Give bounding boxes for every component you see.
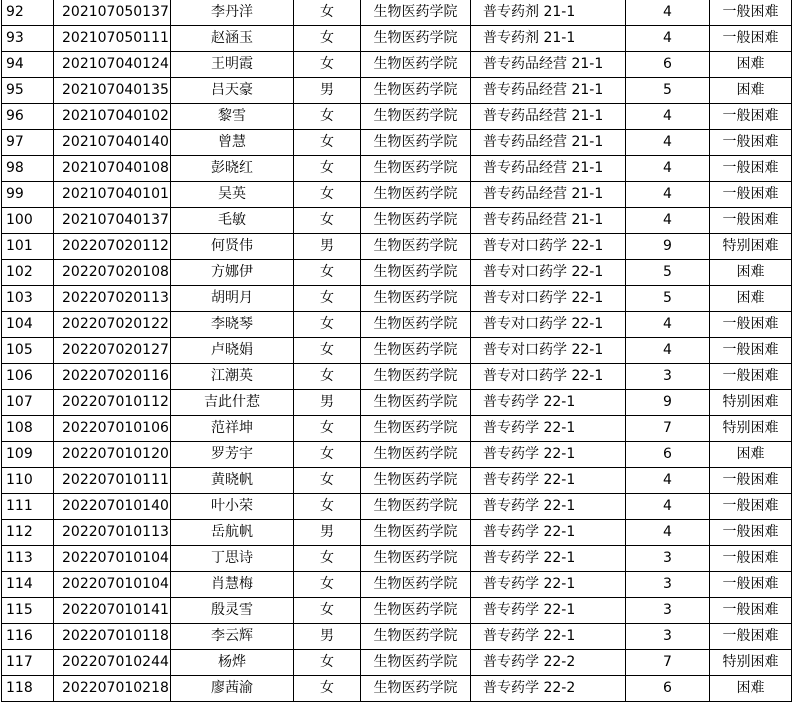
row-number-cell: 93 xyxy=(2,26,54,52)
table-row xyxy=(2,676,792,702)
college-cell: 生物医药学院 xyxy=(361,26,471,52)
difficulty-level-cell: 一般困难 xyxy=(710,338,792,364)
class-cell: 普专药品经营 21-1 xyxy=(471,78,626,104)
student-id-cell: 202207010141 xyxy=(54,598,171,624)
name-cell: 赵涵玉 xyxy=(171,26,294,52)
college-cell: 生物医药学院 xyxy=(361,52,471,78)
score-cell: 6 xyxy=(626,442,710,468)
row-number-cell: 118 xyxy=(2,676,54,702)
difficulty-level-cell: 困难 xyxy=(710,286,792,312)
student-id-cell: 202207010111 xyxy=(54,468,171,494)
college-cell: 生物医药学院 xyxy=(361,312,471,338)
gender-cell: 女 xyxy=(294,130,361,156)
class-cell: 普专药学 22-1 xyxy=(471,624,626,650)
row-number-cell: 112 xyxy=(2,520,54,546)
difficulty-level-cell: 困难 xyxy=(710,260,792,286)
table-row xyxy=(2,598,792,624)
college-cell: 生物医药学院 xyxy=(361,286,471,312)
college-cell: 生物医药学院 xyxy=(361,182,471,208)
class-cell: 普专对口药学 22-1 xyxy=(471,312,626,338)
row-number-cell: 115 xyxy=(2,598,54,624)
gender-cell: 女 xyxy=(294,52,361,78)
class-cell: 普专药学 22-1 xyxy=(471,442,626,468)
gender-cell: 女 xyxy=(294,494,361,520)
college-cell: 生物医药学院 xyxy=(361,260,471,286)
table-row xyxy=(2,260,792,286)
score-cell: 9 xyxy=(626,390,710,416)
difficulty-level-cell: 特别困难 xyxy=(710,234,792,260)
student-id-cell: 202207010140 xyxy=(54,494,171,520)
college-cell: 生物医药学院 xyxy=(361,442,471,468)
row-number-cell: 110 xyxy=(2,468,54,494)
row-number-cell: 114 xyxy=(2,572,54,598)
table-row xyxy=(2,338,792,364)
class-cell: 普专药品经营 21-1 xyxy=(471,52,626,78)
difficulty-level-cell: 一般困难 xyxy=(710,130,792,156)
college-cell: 生物医药学院 xyxy=(361,234,471,260)
gender-cell: 男 xyxy=(294,624,361,650)
student-id-cell: 202207010106 xyxy=(54,416,171,442)
gender-cell: 女 xyxy=(294,676,361,702)
college-cell: 生物医药学院 xyxy=(361,598,471,624)
score-cell: 3 xyxy=(626,598,710,624)
gender-cell: 女 xyxy=(294,416,361,442)
gender-cell: 女 xyxy=(294,26,361,52)
name-cell: 卢晓娟 xyxy=(171,338,294,364)
name-cell: 黄晓帆 xyxy=(171,468,294,494)
row-number-cell: 116 xyxy=(2,624,54,650)
college-cell: 生物医药学院 xyxy=(361,338,471,364)
row-number-cell: 106 xyxy=(2,364,54,390)
gender-cell: 男 xyxy=(294,390,361,416)
table-row xyxy=(2,520,792,546)
difficulty-level-cell: 困难 xyxy=(710,442,792,468)
name-cell: 叶小荣 xyxy=(171,494,294,520)
gender-cell: 女 xyxy=(294,182,361,208)
class-cell: 普专药品经营 21-1 xyxy=(471,208,626,234)
class-cell: 普专药学 22-2 xyxy=(471,650,626,676)
name-cell: 罗芳宇 xyxy=(171,442,294,468)
college-cell: 生物医药学院 xyxy=(361,416,471,442)
gender-cell: 男 xyxy=(294,520,361,546)
name-cell: 李云辉 xyxy=(171,624,294,650)
student-id-cell: 202207010113 xyxy=(54,520,171,546)
score-cell: 4 xyxy=(626,208,710,234)
table-row xyxy=(2,104,792,130)
class-cell: 普专药品经营 21-1 xyxy=(471,130,626,156)
name-cell: 岳航帆 xyxy=(171,520,294,546)
student-id-cell: 202107040102 xyxy=(54,104,171,130)
college-cell: 生物医药学院 xyxy=(361,520,471,546)
name-cell: 江潮英 xyxy=(171,364,294,390)
student-id-cell: 202207020112 xyxy=(54,234,171,260)
gender-cell: 女 xyxy=(294,156,361,182)
name-cell: 曾慧 xyxy=(171,130,294,156)
name-cell: 丁思诗 xyxy=(171,546,294,572)
gender-cell: 女 xyxy=(294,572,361,598)
table-row xyxy=(2,208,792,234)
score-cell: 6 xyxy=(626,676,710,702)
difficulty-level-cell: 困难 xyxy=(710,676,792,702)
row-number-cell: 113 xyxy=(2,546,54,572)
student-id-cell: 202207010218 xyxy=(54,676,171,702)
name-cell: 吴英 xyxy=(171,182,294,208)
gender-cell: 女 xyxy=(294,260,361,286)
gender-cell: 女 xyxy=(294,598,361,624)
difficulty-level-cell: 一般困难 xyxy=(710,26,792,52)
student-id-cell: 202107040137 xyxy=(54,208,171,234)
student-id-cell: 202207020122 xyxy=(54,312,171,338)
class-cell: 普专药学 22-1 xyxy=(471,494,626,520)
student-id-cell: 202207020116 xyxy=(54,364,171,390)
class-cell: 普专药学 22-1 xyxy=(471,598,626,624)
difficulty-level-cell: 一般困难 xyxy=(710,494,792,520)
score-cell: 3 xyxy=(626,572,710,598)
row-number-cell: 98 xyxy=(2,156,54,182)
name-cell: 彭晓红 xyxy=(171,156,294,182)
score-cell: 4 xyxy=(626,338,710,364)
college-cell: 生物医药学院 xyxy=(361,494,471,520)
class-cell: 普专对口药学 22-1 xyxy=(471,286,626,312)
table-row xyxy=(2,390,792,416)
college-cell: 生物医药学院 xyxy=(361,546,471,572)
score-cell: 4 xyxy=(626,130,710,156)
name-cell: 毛敏 xyxy=(171,208,294,234)
difficulty-level-cell: 困难 xyxy=(710,52,792,78)
college-cell: 生物医药学院 xyxy=(361,572,471,598)
college-cell: 生物医药学院 xyxy=(361,650,471,676)
score-cell: 3 xyxy=(626,364,710,390)
difficulty-level-cell: 一般困难 xyxy=(710,624,792,650)
table-row xyxy=(2,26,792,52)
student-id-cell: 202207020127 xyxy=(54,338,171,364)
class-cell: 普专药学 22-1 xyxy=(471,520,626,546)
table-row xyxy=(2,442,792,468)
student-id-cell: 202107040135 xyxy=(54,78,171,104)
difficulty-level-cell: 一般困难 xyxy=(710,598,792,624)
student-id-cell: 202207010120 xyxy=(54,442,171,468)
college-cell: 生物医药学院 xyxy=(361,0,471,26)
student-id-cell: 202107040140 xyxy=(54,130,171,156)
student-id-cell: 202207010118 xyxy=(54,624,171,650)
table-row xyxy=(2,78,792,104)
score-cell: 7 xyxy=(626,650,710,676)
row-number-cell: 97 xyxy=(2,130,54,156)
difficulty-level-cell: 特别困难 xyxy=(710,416,792,442)
student-table xyxy=(1,0,792,702)
class-cell: 普专药学 22-1 xyxy=(471,546,626,572)
score-cell: 7 xyxy=(626,416,710,442)
difficulty-level-cell: 一般困难 xyxy=(710,546,792,572)
row-number-cell: 100 xyxy=(2,208,54,234)
table-row xyxy=(2,364,792,390)
table-row xyxy=(2,494,792,520)
gender-cell: 男 xyxy=(294,78,361,104)
class-cell: 普专药剂 21-1 xyxy=(471,26,626,52)
row-number-cell: 107 xyxy=(2,390,54,416)
gender-cell: 女 xyxy=(294,546,361,572)
class-cell: 普专药品经营 21-1 xyxy=(471,156,626,182)
class-cell: 普专药品经营 21-1 xyxy=(471,104,626,130)
row-number-cell: 101 xyxy=(2,234,54,260)
class-cell: 普专药学 22-1 xyxy=(471,390,626,416)
class-cell: 普专药品经营 21-1 xyxy=(471,182,626,208)
gender-cell: 女 xyxy=(294,0,361,26)
college-cell: 生物医药学院 xyxy=(361,364,471,390)
table-row xyxy=(2,546,792,572)
difficulty-level-cell: 特别困难 xyxy=(710,650,792,676)
difficulty-level-cell: 一般困难 xyxy=(710,468,792,494)
student-id-cell: 202107040101 xyxy=(54,182,171,208)
score-cell: 5 xyxy=(626,286,710,312)
class-cell: 普专对口药学 22-1 xyxy=(471,234,626,260)
score-cell: 4 xyxy=(626,312,710,338)
name-cell: 肖慧梅 xyxy=(171,572,294,598)
row-number-cell: 95 xyxy=(2,78,54,104)
student-id-cell: 202107050111 xyxy=(54,26,171,52)
name-cell: 殷灵雪 xyxy=(171,598,294,624)
student-id-cell: 202207010244 xyxy=(54,650,171,676)
student-id-cell: 202207010104 xyxy=(54,572,171,598)
row-number-cell: 96 xyxy=(2,104,54,130)
difficulty-level-cell: 一般困难 xyxy=(710,104,792,130)
difficulty-level-cell: 一般困难 xyxy=(710,182,792,208)
difficulty-level-cell: 一般困难 xyxy=(710,208,792,234)
gender-cell: 女 xyxy=(294,338,361,364)
gender-cell: 女 xyxy=(294,468,361,494)
college-cell: 生物医药学院 xyxy=(361,676,471,702)
row-number-cell: 94 xyxy=(2,52,54,78)
class-cell: 普专对口药学 22-1 xyxy=(471,260,626,286)
gender-cell: 女 xyxy=(294,104,361,130)
name-cell: 范祥坤 xyxy=(171,416,294,442)
difficulty-level-cell: 一般困难 xyxy=(710,156,792,182)
college-cell: 生物医药学院 xyxy=(361,130,471,156)
table-row xyxy=(2,130,792,156)
score-cell: 4 xyxy=(626,468,710,494)
student-id-cell: 202107040124 xyxy=(54,52,171,78)
row-number-cell: 104 xyxy=(2,312,54,338)
row-number-cell: 117 xyxy=(2,650,54,676)
row-number-cell: 108 xyxy=(2,416,54,442)
row-number-cell: 111 xyxy=(2,494,54,520)
difficulty-level-cell: 一般困难 xyxy=(710,364,792,390)
row-number-cell: 103 xyxy=(2,286,54,312)
name-cell: 何贤伟 xyxy=(171,234,294,260)
class-cell: 普专药学 22-1 xyxy=(471,468,626,494)
college-cell: 生物医药学院 xyxy=(361,624,471,650)
class-cell: 普专药学 22-2 xyxy=(471,676,626,702)
score-cell: 9 xyxy=(626,234,710,260)
college-cell: 生物医药学院 xyxy=(361,78,471,104)
gender-cell: 男 xyxy=(294,234,361,260)
difficulty-level-cell: 特别困难 xyxy=(710,390,792,416)
name-cell: 黎雪 xyxy=(171,104,294,130)
gender-cell: 女 xyxy=(294,208,361,234)
class-cell: 普专药剂 21-1 xyxy=(471,0,626,26)
score-cell: 4 xyxy=(626,26,710,52)
row-number-cell: 99 xyxy=(2,182,54,208)
college-cell: 生物医药学院 xyxy=(361,104,471,130)
class-cell: 普专对口药学 22-1 xyxy=(471,364,626,390)
difficulty-level-cell: 一般困难 xyxy=(710,0,792,26)
name-cell: 李晓琴 xyxy=(171,312,294,338)
score-cell: 6 xyxy=(626,52,710,78)
gender-cell: 女 xyxy=(294,364,361,390)
student-id-cell: 202207020113 xyxy=(54,286,171,312)
table-row xyxy=(2,650,792,676)
table-row xyxy=(2,156,792,182)
table-body xyxy=(2,0,792,702)
difficulty-level-cell: 一般困难 xyxy=(710,572,792,598)
class-cell: 普专药学 22-1 xyxy=(471,572,626,598)
name-cell: 胡明月 xyxy=(171,286,294,312)
score-cell: 4 xyxy=(626,494,710,520)
name-cell: 方娜伊 xyxy=(171,260,294,286)
difficulty-level-cell: 一般困难 xyxy=(710,520,792,546)
college-cell: 生物医药学院 xyxy=(361,390,471,416)
table-row xyxy=(2,52,792,78)
name-cell: 吉此什惹 xyxy=(171,390,294,416)
score-cell: 4 xyxy=(626,182,710,208)
score-cell: 4 xyxy=(626,104,710,130)
class-cell: 普专药学 22-1 xyxy=(471,416,626,442)
score-cell: 3 xyxy=(626,546,710,572)
table-row xyxy=(2,624,792,650)
college-cell: 生物医药学院 xyxy=(361,208,471,234)
name-cell: 廖茜渝 xyxy=(171,676,294,702)
gender-cell: 女 xyxy=(294,312,361,338)
table-row xyxy=(2,572,792,598)
row-number-cell: 102 xyxy=(2,260,54,286)
gender-cell: 女 xyxy=(294,650,361,676)
table-row xyxy=(2,312,792,338)
college-cell: 生物医药学院 xyxy=(361,468,471,494)
table-row xyxy=(2,286,792,312)
student-id-cell: 202107040108 xyxy=(54,156,171,182)
name-cell: 吕天豪 xyxy=(171,78,294,104)
row-number-cell: 105 xyxy=(2,338,54,364)
table-row xyxy=(2,234,792,260)
table-row xyxy=(2,182,792,208)
student-id-cell: 202207010104 xyxy=(54,546,171,572)
student-id-cell: 202207010112 xyxy=(54,390,171,416)
table-row xyxy=(2,416,792,442)
row-number-cell: 109 xyxy=(2,442,54,468)
class-cell: 普专对口药学 22-1 xyxy=(471,338,626,364)
score-cell: 4 xyxy=(626,520,710,546)
score-cell: 4 xyxy=(626,156,710,182)
name-cell: 李丹洋 xyxy=(171,0,294,26)
score-cell: 3 xyxy=(626,624,710,650)
score-cell: 5 xyxy=(626,78,710,104)
name-cell: 杨烨 xyxy=(171,650,294,676)
table-row xyxy=(2,0,792,26)
gender-cell: 女 xyxy=(294,442,361,468)
table-row xyxy=(2,468,792,494)
row-number-cell: 92 xyxy=(2,0,54,26)
difficulty-level-cell: 一般困难 xyxy=(710,312,792,338)
college-cell: 生物医药学院 xyxy=(361,156,471,182)
student-id-cell: 202207020108 xyxy=(54,260,171,286)
name-cell: 王明霞 xyxy=(171,52,294,78)
gender-cell: 女 xyxy=(294,286,361,312)
difficulty-level-cell: 困难 xyxy=(710,78,792,104)
score-cell: 4 xyxy=(626,0,710,26)
student-id-cell: 202107050137 xyxy=(54,0,171,26)
score-cell: 5 xyxy=(626,260,710,286)
